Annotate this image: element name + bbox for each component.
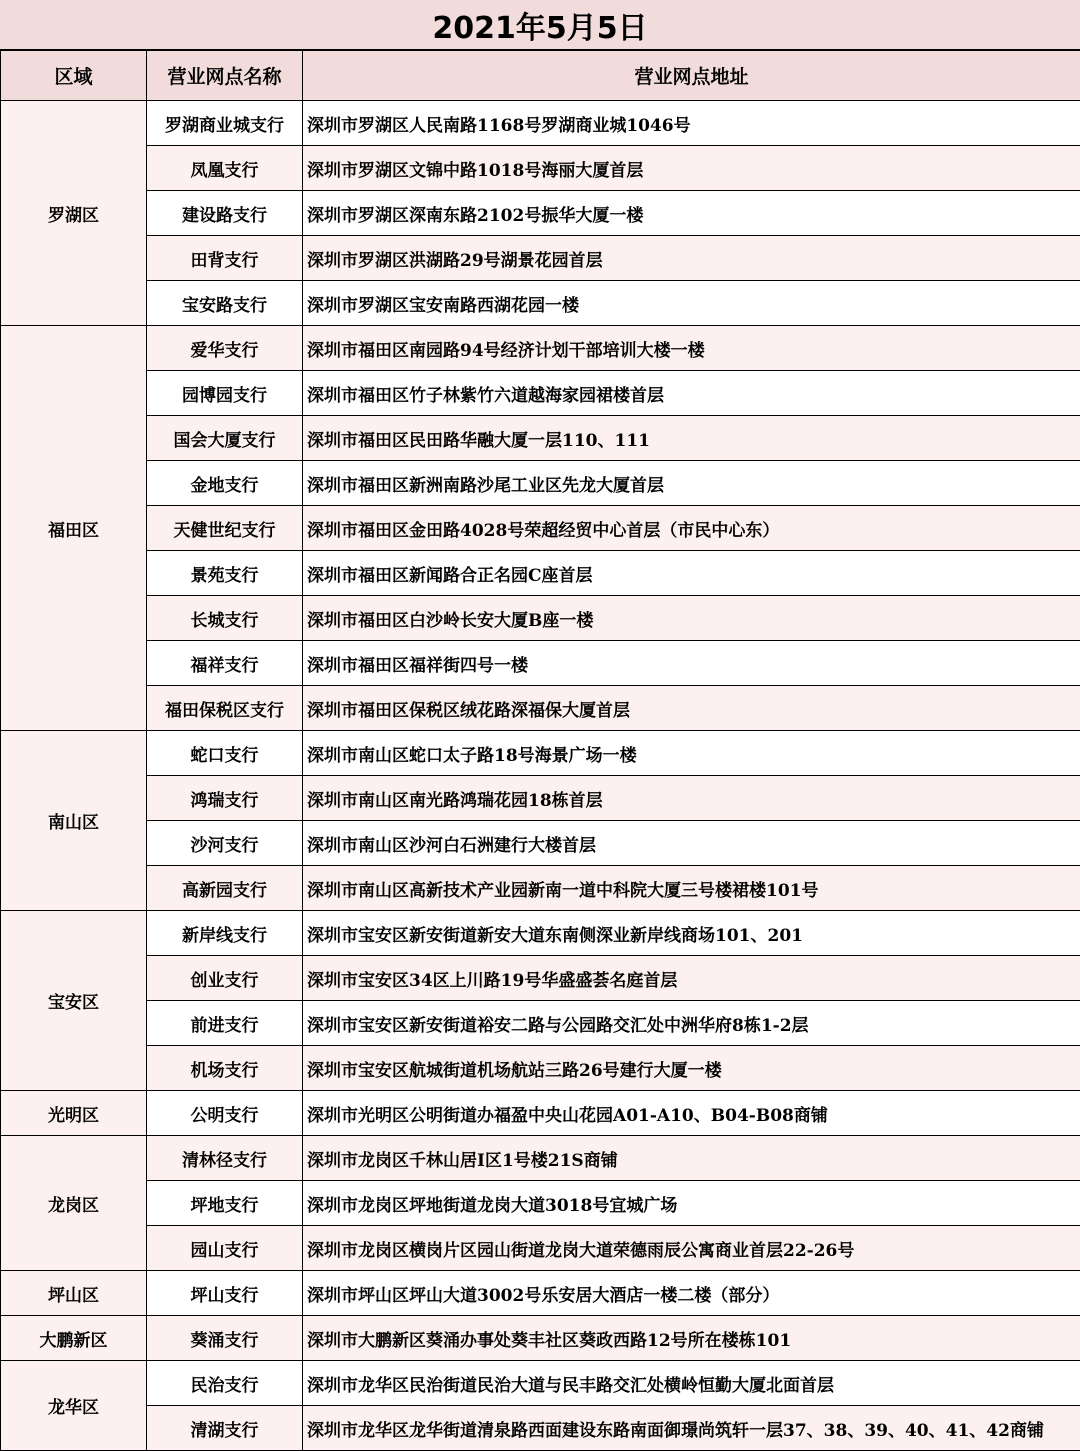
district-cell: 龙华区 [1, 1361, 147, 1451]
branch-table [0, 50, 1080, 1451]
table-row [1, 461, 1080, 506]
branch-address-cell: 深圳市福田区新洲南路沙尾工业区先龙大厦首层 [303, 461, 1080, 506]
table-row [1, 1271, 1080, 1316]
branch-address-cell: 深圳市罗湖区深南东路2102号振华大厦一楼 [303, 191, 1080, 236]
district-cell: 坪山区 [1, 1271, 147, 1316]
branch-name-cell: 福田保税区支行 [147, 686, 303, 731]
page-title: 2021年5月5日 [0, 0, 1080, 50]
branch-address-cell: 深圳市宝安区34区上川路19号华盛盛荟名庭首层 [303, 956, 1080, 1001]
branch-address-cell: 深圳市龙岗区横岗片区园山街道龙岗大道荣德雨辰公寓商业首层22-26号 [303, 1226, 1080, 1271]
table-row [1, 911, 1080, 956]
table-row [1, 1316, 1080, 1361]
branch-name-cell: 天健世纪支行 [147, 506, 303, 551]
table-row [1, 506, 1080, 551]
table-row [1, 191, 1080, 236]
branch-address-cell: 深圳市罗湖区洪湖路29号湖景花园首层 [303, 236, 1080, 281]
branch-name-cell: 罗湖商业城支行 [147, 101, 303, 146]
branch-name-cell: 坪山支行 [147, 1271, 303, 1316]
branch-name-cell: 机场支行 [147, 1046, 303, 1091]
branch-address-cell: 深圳市福田区白沙岭长安大厦B座一楼 [303, 596, 1080, 641]
branch-name-cell: 福祥支行 [147, 641, 303, 686]
branch-address-cell: 深圳市罗湖区宝安南路西湖花园一楼 [303, 281, 1080, 326]
branch-name-cell: 园山支行 [147, 1226, 303, 1271]
branch-address-cell: 深圳市光明区公明街道办福盈中央山花园A01-A10、B04-B08商铺 [303, 1091, 1080, 1136]
branch-address-cell: 深圳市福田区福祥街四号一楼 [303, 641, 1080, 686]
branch-address-cell: 深圳市南山区高新技术产业园新南一道中科院大厦三号楼裙楼101号 [303, 866, 1080, 911]
branch-address-cell: 深圳市宝安区新安街道新安大道东南侧深业新岸线商场101、201 [303, 911, 1080, 956]
branch-name-cell: 沙河支行 [147, 821, 303, 866]
branch-name-cell: 长城支行 [147, 596, 303, 641]
table-body [1, 101, 1080, 1451]
branch-name-cell: 蛇口支行 [147, 731, 303, 776]
branch-address-cell: 深圳市宝安区新安街道裕安二路与公园路交汇处中洲华府8栋1-2层 [303, 1001, 1080, 1046]
branch-address-cell: 深圳市龙岗区坪地街道龙岗大道3018号宜城广场 [303, 1181, 1080, 1226]
table-row [1, 866, 1080, 911]
table-row [1, 1406, 1080, 1451]
branch-name-cell: 金地支行 [147, 461, 303, 506]
header-row [1, 51, 1080, 101]
table-row [1, 416, 1080, 461]
table-row [1, 1001, 1080, 1046]
table-row [1, 146, 1080, 191]
branch-address-cell: 深圳市福田区金田路4028号荣超经贸中心首层（市民中心东） [303, 506, 1080, 551]
table-row [1, 731, 1080, 776]
branch-name-cell: 清林径支行 [147, 1136, 303, 1181]
table-row [1, 821, 1080, 866]
branch-address-cell: 深圳市南山区南光路鸿瑞花园18栋首层 [303, 776, 1080, 821]
branch-address-cell: 深圳市福田区南园路94号经济计划干部培训大楼一楼 [303, 326, 1080, 371]
table-row [1, 101, 1080, 146]
district-cell: 南山区 [1, 731, 147, 911]
branch-name-cell: 新岸线支行 [147, 911, 303, 956]
branch-name-cell: 爱华支行 [147, 326, 303, 371]
table-row [1, 1136, 1080, 1181]
branch-name-cell: 清湖支行 [147, 1406, 303, 1451]
district-cell: 福田区 [1, 326, 147, 731]
district-cell: 龙岗区 [1, 1136, 147, 1271]
branch-name-cell: 凤凰支行 [147, 146, 303, 191]
branch-address-cell: 深圳市南山区沙河白石洲建行大楼首层 [303, 821, 1080, 866]
header-address: 营业网点地址 [303, 51, 1080, 101]
table-row [1, 281, 1080, 326]
table-row [1, 1226, 1080, 1271]
branch-name-cell: 高新园支行 [147, 866, 303, 911]
table-row [1, 1181, 1080, 1226]
table-row [1, 776, 1080, 821]
branch-address-cell: 深圳市龙华区民治街道民治大道与民丰路交汇处横岭恒勤大厦北面首层 [303, 1361, 1080, 1406]
branch-name-cell: 鸿瑞支行 [147, 776, 303, 821]
header-branch: 营业网点名称 [147, 51, 303, 101]
branch-address-cell: 深圳市大鹏新区葵涌办事处葵丰社区葵政西路12号所在楼栋101 [303, 1316, 1080, 1361]
district-cell: 罗湖区 [1, 101, 147, 326]
table-row [1, 551, 1080, 596]
table-row [1, 956, 1080, 1001]
district-cell: 大鹏新区 [1, 1316, 147, 1361]
table-row [1, 641, 1080, 686]
district-cell: 光明区 [1, 1091, 147, 1136]
table-row [1, 236, 1080, 281]
table-row [1, 1361, 1080, 1406]
branch-name-cell: 宝安路支行 [147, 281, 303, 326]
branch-name-cell: 前进支行 [147, 1001, 303, 1046]
branch-address-cell: 深圳市福田区竹子林紫竹六道越海家园裙楼首层 [303, 371, 1080, 416]
table-row [1, 1091, 1080, 1136]
branch-address-cell: 深圳市福田区保税区绒花路深福保大厦首层 [303, 686, 1080, 731]
branch-name-cell: 景苑支行 [147, 551, 303, 596]
branch-address-cell: 深圳市罗湖区人民南路1168号罗湖商业城1046号 [303, 101, 1080, 146]
branch-name-cell: 坪地支行 [147, 1181, 303, 1226]
table-row [1, 1046, 1080, 1091]
branch-name-cell: 民治支行 [147, 1361, 303, 1406]
branch-name-cell: 葵涌支行 [147, 1316, 303, 1361]
branch-name-cell: 国会大厦支行 [147, 416, 303, 461]
table-row [1, 326, 1080, 371]
branch-address-cell: 深圳市龙华区龙华街道清泉路西面建设东路南面御璟尚筑轩一层37、38、39、40、41、42商铺 [303, 1406, 1080, 1451]
branch-name-cell: 田背支行 [147, 236, 303, 281]
branch-name-cell: 创业支行 [147, 956, 303, 1001]
header-district: 区域 [1, 51, 147, 101]
table-row [1, 371, 1080, 416]
branch-address-cell: 深圳市福田区民田路华融大厦一层110、111 [303, 416, 1080, 461]
branch-address-cell: 深圳市南山区蛇口太子路18号海景广场一楼 [303, 731, 1080, 776]
branch-address-cell: 深圳市龙岗区千林山居I区1号楼21S商铺 [303, 1136, 1080, 1181]
table-row [1, 686, 1080, 731]
branch-address-cell: 深圳市福田区新闻路合正名园C座首层 [303, 551, 1080, 596]
branch-address-cell: 深圳市坪山区坪山大道3002号乐安居大酒店一楼二楼（部分） [303, 1271, 1080, 1316]
branch-address-cell: 深圳市宝安区航城街道机场航站三路26号建行大厦一楼 [303, 1046, 1080, 1091]
table-row [1, 596, 1080, 641]
district-cell: 宝安区 [1, 911, 147, 1091]
branch-address-cell: 深圳市罗湖区文锦中路1018号海丽大厦首层 [303, 146, 1080, 191]
branch-name-cell: 公明支行 [147, 1091, 303, 1136]
branch-name-cell: 建设路支行 [147, 191, 303, 236]
branch-name-cell: 园博园支行 [147, 371, 303, 416]
